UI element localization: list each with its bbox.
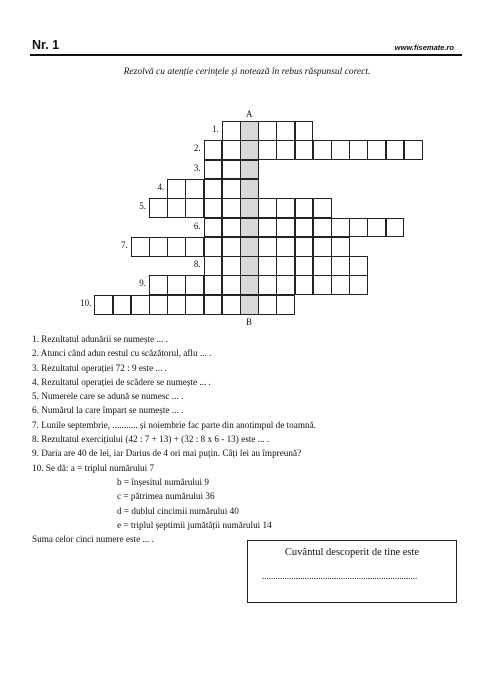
crossword-cell[interactable]	[113, 295, 132, 315]
crossword-cell[interactable]	[131, 237, 150, 257]
crossword-cell[interactable]	[185, 275, 204, 295]
crossword-cell[interactable]	[331, 218, 350, 238]
clue-list	[32, 332, 472, 546]
crossword-cell[interactable]	[204, 237, 223, 257]
crossword-cell[interactable]	[167, 237, 186, 257]
crossword-cell[interactable]	[258, 275, 277, 295]
crossword-cell[interactable]	[349, 256, 368, 276]
crossword-cell[interactable]	[349, 140, 368, 160]
worksheet-number: Nr. 1	[32, 38, 60, 52]
key-cell[interactable]	[240, 198, 259, 218]
crossword-cell[interactable]	[204, 295, 223, 315]
crossword-cell[interactable]	[295, 198, 314, 218]
crossword-cell[interactable]	[331, 256, 350, 276]
clue-item: 3. Rezultatul operației 72 : 9 este ... .	[32, 362, 167, 373]
crossword-cell[interactable]	[185, 198, 204, 218]
clue-lines	[32, 332, 472, 461]
crossword-cell[interactable]	[258, 121, 277, 141]
key-cell[interactable]	[240, 179, 259, 199]
crossword-cell[interactable]	[258, 218, 277, 238]
crossword-cell[interactable]	[276, 198, 295, 218]
website-label: www.fisemate.ro	[394, 43, 454, 52]
crossword-cell[interactable]	[313, 218, 332, 238]
crossword-cell[interactable]	[258, 295, 277, 315]
crossword-cell[interactable]	[204, 140, 223, 160]
crossword-cell[interactable]	[222, 140, 241, 160]
clue-10-item: e = triplul șeptimii jumătății numărului 14	[117, 519, 272, 530]
crossword-cell[interactable]	[295, 218, 314, 238]
crossword-cell[interactable]	[222, 237, 241, 257]
clue-item: 4. Rezultatul operației de scădere se numește ... .	[32, 376, 211, 387]
crossword-cell[interactable]	[386, 140, 405, 160]
crossword-cell[interactable]	[349, 218, 368, 238]
answer-line[interactable]: .....................................................................	[262, 571, 418, 581]
crossword-cell[interactable]	[386, 218, 405, 238]
crossword-cell[interactable]	[222, 256, 241, 276]
crossword-cell[interactable]	[94, 295, 113, 315]
answer-box	[247, 540, 457, 603]
key-column-top-label: A	[246, 109, 253, 119]
crossword-cell[interactable]	[167, 295, 186, 315]
crossword-cell[interactable]	[167, 179, 186, 199]
crossword-grid	[0, 0, 494, 330]
crossword-cell[interactable]	[313, 237, 332, 257]
crossword-cell[interactable]	[222, 160, 241, 180]
key-cell[interactable]	[240, 140, 259, 160]
clue-10-item: b = înșesitul numărului 9	[117, 476, 209, 487]
clue-item: 8. Rezultatul exercițiului (42 : 7 + 13) + (32 : 8 x 6 - 13) este ... .	[32, 434, 270, 445]
crossword-cell[interactable]	[367, 140, 386, 160]
crossword-cell[interactable]	[331, 237, 350, 257]
crossword-cell[interactable]	[222, 218, 241, 238]
crossword-cell[interactable]	[204, 218, 223, 238]
clue-10-item: c = pătrimea numărului 36	[117, 491, 215, 502]
crossword-cell[interactable]	[276, 218, 295, 238]
crossword-cell[interactable]	[276, 295, 295, 315]
crossword-cell[interactable]	[149, 237, 168, 257]
crossword-cell[interactable]	[313, 275, 332, 295]
crossword-cell[interactable]	[313, 198, 332, 218]
clue-item: 7. Lunile septembrie, ........... și noiembrie fac parte din anotimpul de toamnă.	[32, 419, 316, 430]
crossword-cell[interactable]	[276, 121, 295, 141]
key-cell[interactable]	[240, 275, 259, 295]
crossword-cell[interactable]	[131, 295, 150, 315]
crossword-cell[interactable]	[185, 295, 204, 315]
crossword-row-number: 4.	[157, 181, 165, 192]
crossword-cell[interactable]	[295, 121, 314, 141]
crossword-cell[interactable]	[295, 275, 314, 295]
key-cell[interactable]	[240, 237, 259, 257]
crossword-cell[interactable]	[258, 198, 277, 218]
crossword-cell[interactable]	[204, 198, 223, 218]
key-cell[interactable]	[240, 295, 259, 315]
crossword-row-number: 6.	[193, 220, 201, 231]
crossword-row-number: 3.	[193, 162, 201, 173]
crossword-row-number: 8.	[193, 259, 201, 270]
key-cell[interactable]	[240, 256, 259, 276]
crossword-row-number: 9.	[139, 278, 146, 289]
key-column-bottom-label: B	[246, 317, 253, 327]
crossword-cell[interactable]	[295, 237, 314, 257]
crossword-cell[interactable]	[185, 237, 204, 257]
crossword-cell[interactable]	[222, 179, 241, 199]
crossword-cell[interactable]	[185, 179, 204, 199]
crossword-row-number: 1.	[212, 124, 219, 134]
crossword-cell[interactable]	[167, 275, 186, 295]
crossword-cell[interactable]	[222, 295, 241, 315]
crossword-cell[interactable]	[204, 256, 223, 276]
clue-10-intro: 10. Se dă: a = triplul numărului 7	[32, 462, 155, 473]
crossword-cell[interactable]	[222, 198, 241, 218]
key-cell[interactable]	[240, 160, 259, 180]
clue-item: 2. Atunci când adun restul cu scăzătorul, aflu ... .	[32, 348, 212, 359]
crossword-cell[interactable]	[276, 256, 295, 276]
crossword-cell[interactable]	[276, 237, 295, 257]
crossword-cell[interactable]	[204, 179, 223, 199]
answer-box-title: Cuvântul descoperit de tine este	[284, 547, 420, 558]
crossword-cell[interactable]	[204, 160, 223, 180]
crossword-cell[interactable]	[258, 256, 277, 276]
crossword-cell[interactable]	[204, 275, 223, 295]
crossword-cell[interactable]	[349, 275, 368, 295]
crossword-cell[interactable]	[331, 275, 350, 295]
crossword-cell[interactable]	[149, 295, 168, 315]
crossword-cell[interactable]	[149, 198, 168, 218]
crossword-cell[interactable]	[276, 275, 295, 295]
crossword-row-number: 5.	[139, 201, 146, 212]
key-cell[interactable]	[240, 121, 259, 141]
clue-item: 9. Daria are 40 de lei, iar Darius de 4 ori mai puțin. Câți lei au împreună?	[32, 448, 302, 459]
crossword-row-number: 7.	[121, 239, 128, 250]
crossword-cell[interactable]	[258, 237, 277, 257]
instruction-text: Rezolvă cu atenție cerințele și notează în rebus răspunsul corect.	[123, 67, 371, 77]
crossword-cell[interactable]	[313, 256, 332, 276]
clue-item: 6. Numărul la care împart se numește ... .	[32, 405, 184, 416]
clue-10-item: d = dublul cincimii numărului 40	[117, 505, 239, 516]
crossword-cell[interactable]	[276, 140, 295, 160]
crossword-cell[interactable]	[331, 140, 350, 160]
crossword-cell[interactable]	[222, 275, 241, 295]
crossword-cell[interactable]	[295, 140, 314, 160]
crossword-cell[interactable]	[295, 256, 314, 276]
crossword-cell[interactable]	[313, 140, 332, 160]
crossword-cell[interactable]	[367, 218, 386, 238]
clue-10-outro: Suma celor cinci numere este ... .	[32, 534, 154, 545]
crossword-row-number: 10.	[80, 297, 92, 308]
crossword-cell[interactable]	[167, 198, 186, 218]
clue-item: 5. Numerele care se adună se numesc ... .	[32, 391, 184, 402]
crossword-cell[interactable]	[258, 140, 277, 160]
clue-item: 1. Rezultatul adunării se numește ... .	[32, 334, 168, 344]
crossword-row-number: 2.	[193, 143, 201, 154]
crossword-cell[interactable]	[149, 275, 168, 295]
key-cell[interactable]	[240, 218, 259, 238]
crossword-cell[interactable]	[222, 121, 241, 141]
crossword-cell[interactable]	[404, 140, 423, 160]
